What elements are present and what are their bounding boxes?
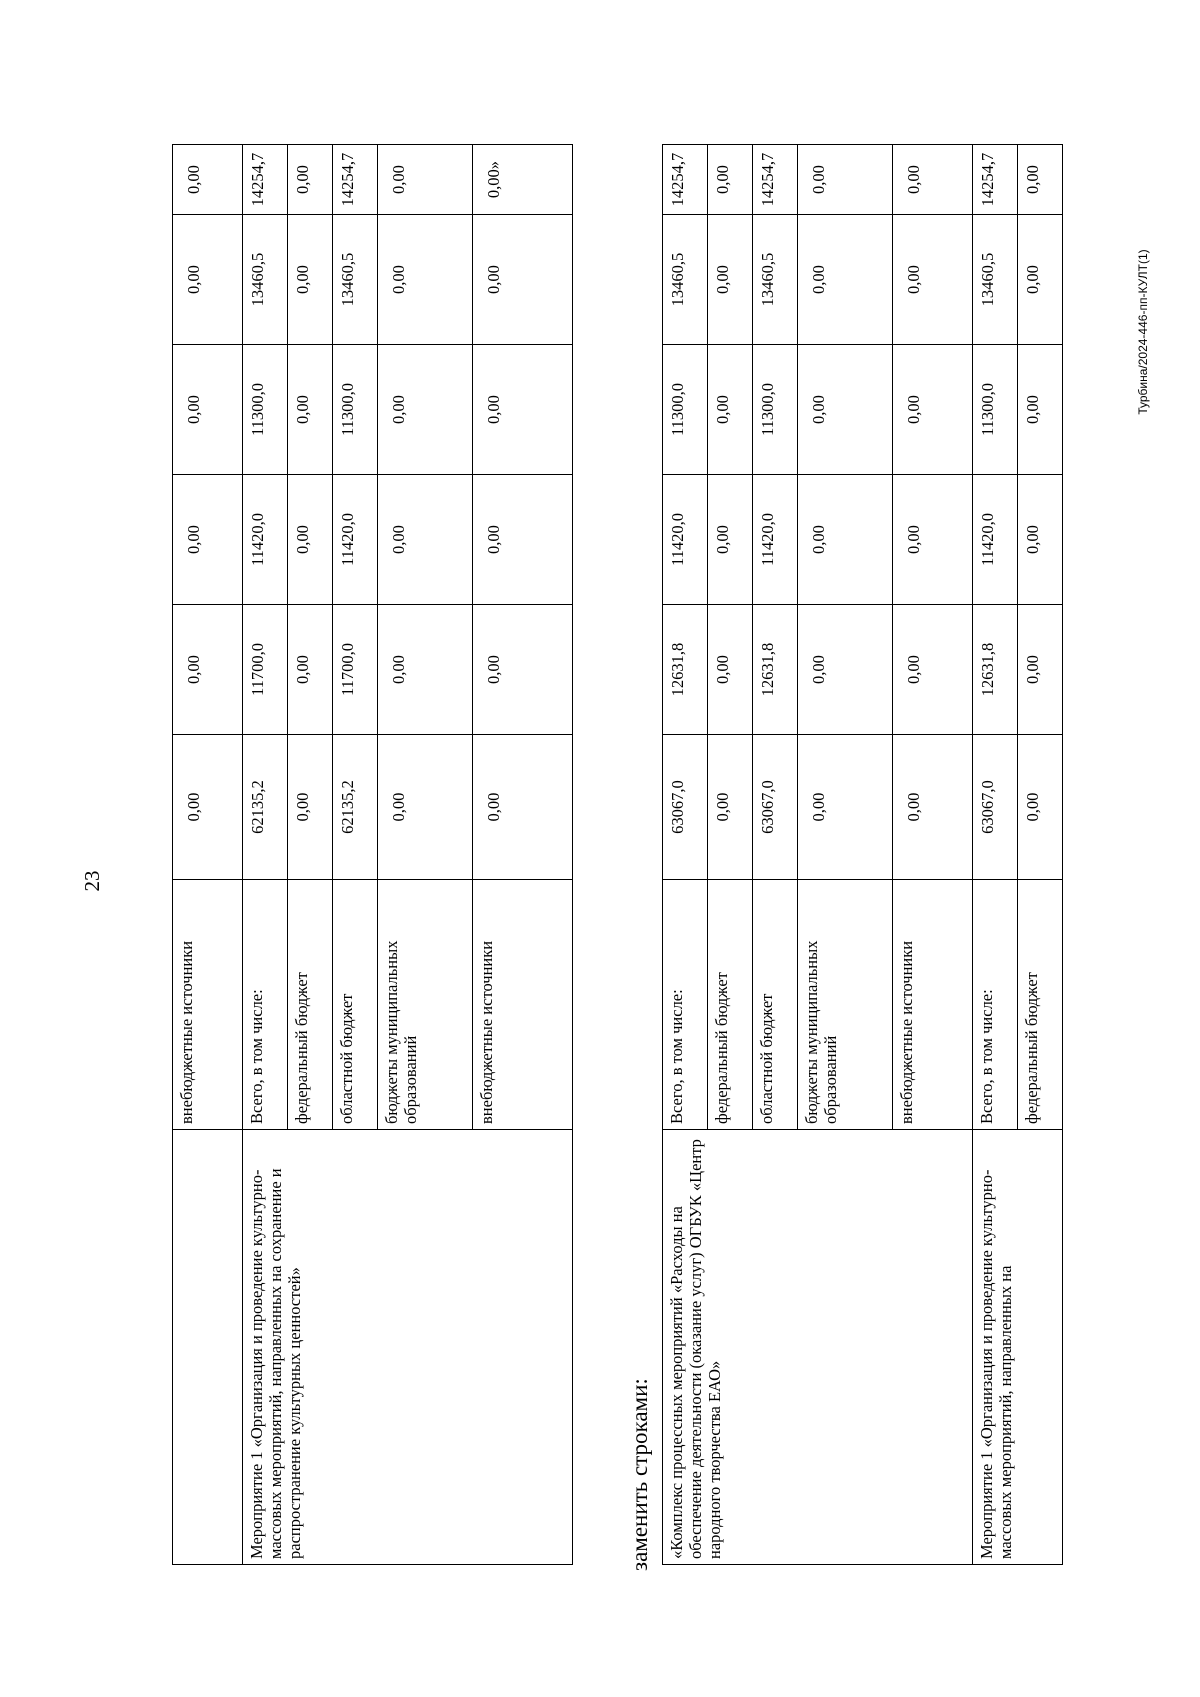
- funding-source-cell: внебюджетные источники: [473, 880, 573, 1130]
- value-cell: 0,00: [473, 475, 573, 605]
- funding-source-cell: областной бюджет: [333, 880, 378, 1130]
- value-cell: 0,00: [288, 735, 333, 880]
- value-cell: 0,00: [173, 475, 243, 605]
- value-cell: 0,00: [893, 605, 973, 735]
- value-cell: 0,00: [893, 345, 973, 475]
- value-cell: 13460,5: [663, 215, 708, 345]
- value-cell: 0,00: [473, 345, 573, 475]
- value-cell: 11420,0: [663, 475, 708, 605]
- page-number: 23: [80, 870, 104, 892]
- value-cell: 0,00: [173, 735, 243, 880]
- value-cell: 0,00: [708, 215, 753, 345]
- value-cell: 13460,5: [753, 215, 798, 345]
- value-cell: 0,00: [378, 605, 473, 735]
- value-cell: 0,00: [378, 145, 473, 215]
- funding-source-cell: Всего, в том числе:: [973, 880, 1018, 1130]
- value-cell: 0,00: [378, 475, 473, 605]
- value-cell: 13460,5: [973, 215, 1018, 345]
- value-cell: 0,00: [378, 215, 473, 345]
- value-cell: 0,00: [288, 475, 333, 605]
- value-cell: 11300,0: [753, 345, 798, 475]
- value-cell: 0,00: [473, 215, 573, 345]
- value-cell: 14254,7: [753, 145, 798, 215]
- value-cell: 0,00: [893, 475, 973, 605]
- funding-source-cell: внебюджетные источники: [893, 880, 973, 1130]
- funding-source-cell: федеральный бюджет: [288, 880, 333, 1130]
- value-cell: 11300,0: [243, 345, 288, 475]
- value-cell: 0,00: [708, 605, 753, 735]
- value-cell: 0,00: [1018, 605, 1063, 735]
- value-cell: 14254,7: [333, 145, 378, 215]
- value-cell: 0,00: [798, 605, 893, 735]
- funding-source-cell: Всего, в том числе:: [663, 880, 708, 1130]
- value-cell: 0,00: [473, 605, 573, 735]
- value-cell: 13460,5: [333, 215, 378, 345]
- funding-source-cell: федеральный бюджет: [708, 880, 753, 1130]
- value-cell: 0,00: [378, 345, 473, 475]
- activity-name-cell: «Комплекс процессных мероприятий «Расходы на обеспечение деятельности (оказание услуг) ОГБУК «Центр народного творчества ЕАО»: [663, 1130, 973, 1565]
- funding-source-cell: Всего, в том числе:: [243, 880, 288, 1130]
- value-cell: 0,00: [708, 345, 753, 475]
- value-cell: 0,00: [173, 145, 243, 215]
- value-cell: 11700,0: [333, 605, 378, 735]
- value-cell: 0,00: [798, 145, 893, 215]
- activity-name-cell: Мероприятие 1 «Организация и проведение культурно-массовых мероприятий, направленных на: [973, 1130, 1063, 1565]
- activity-name-cell: [173, 1130, 243, 1565]
- table-row: [173, 145, 243, 1565]
- value-cell: 63067,0: [663, 735, 708, 880]
- value-cell: 0,00: [798, 735, 893, 880]
- value-cell: 0,00: [893, 145, 973, 215]
- funding-source-cell: бюджеты муниципальных образований: [378, 880, 473, 1130]
- document-code-text: Турбина/2024-446-пп-КУЛТ(1): [1136, 249, 1150, 415]
- value-cell: 0,00: [288, 215, 333, 345]
- value-cell: 0,00: [1018, 475, 1063, 605]
- value-cell: 0,00: [288, 345, 333, 475]
- value-cell: 11420,0: [973, 475, 1018, 605]
- value-cell: 0,00»: [473, 145, 573, 215]
- replace-instruction: заменить строками:: [627, 1378, 652, 1571]
- value-cell: 14254,7: [973, 145, 1018, 215]
- value-cell: 62135,2: [333, 735, 378, 880]
- value-cell: 0,00: [708, 735, 753, 880]
- value-cell: 0,00: [1018, 345, 1063, 475]
- value-cell: 0,00: [288, 605, 333, 735]
- table-row: [663, 145, 708, 1565]
- value-cell: 0,00: [1018, 215, 1063, 345]
- value-cell: 0,00: [173, 215, 243, 345]
- value-cell: 11420,0: [333, 475, 378, 605]
- value-cell: 62135,2: [243, 735, 288, 880]
- funding-source-cell: бюджеты муниципальных образований: [798, 880, 893, 1130]
- value-cell: 11300,0: [333, 345, 378, 475]
- budget-table-original: [172, 144, 573, 1565]
- value-cell: 12631,8: [663, 605, 708, 735]
- value-cell: 12631,8: [973, 605, 1018, 735]
- value-cell: 11420,0: [753, 475, 798, 605]
- document-code: [1131, 207, 1155, 457]
- value-cell: 0,00: [708, 475, 753, 605]
- value-cell: 0,00: [893, 215, 973, 345]
- value-cell: 11420,0: [243, 475, 288, 605]
- value-cell: 11700,0: [243, 605, 288, 735]
- funding-source-cell: областной бюджет: [753, 880, 798, 1130]
- value-cell: 0,00: [1018, 145, 1063, 215]
- value-cell: 0,00: [173, 345, 243, 475]
- table-row: [973, 145, 1018, 1565]
- value-cell: 14254,7: [663, 145, 708, 215]
- value-cell: 63067,0: [753, 735, 798, 880]
- value-cell: 63067,0: [973, 735, 1018, 880]
- funding-source-cell: внебюджетные источники: [173, 880, 243, 1130]
- value-cell: 0,00: [798, 345, 893, 475]
- value-cell: 0,00: [708, 145, 753, 215]
- value-cell: 0,00: [893, 735, 973, 880]
- activity-name-cell: Мероприятие 1 «Организация и проведение культурно-массовых мероприятий, направленных на сохранение и распространение культурных ценностей»: [243, 1130, 573, 1565]
- value-cell: 0,00: [288, 145, 333, 215]
- table-row: [243, 145, 288, 1565]
- value-cell: 11300,0: [973, 345, 1018, 475]
- value-cell: 0,00: [798, 215, 893, 345]
- value-cell: 0,00: [798, 475, 893, 605]
- budget-table-replacement: [662, 144, 1063, 1565]
- value-cell: 0,00: [1018, 735, 1063, 880]
- value-cell: 12631,8: [753, 605, 798, 735]
- value-cell: 0,00: [473, 735, 573, 880]
- value-cell: 13460,5: [243, 215, 288, 345]
- value-cell: 0,00: [173, 605, 243, 735]
- value-cell: 11300,0: [663, 345, 708, 475]
- funding-source-cell: федеральный бюджет: [1018, 880, 1063, 1130]
- value-cell: 14254,7: [243, 145, 288, 215]
- value-cell: 0,00: [378, 735, 473, 880]
